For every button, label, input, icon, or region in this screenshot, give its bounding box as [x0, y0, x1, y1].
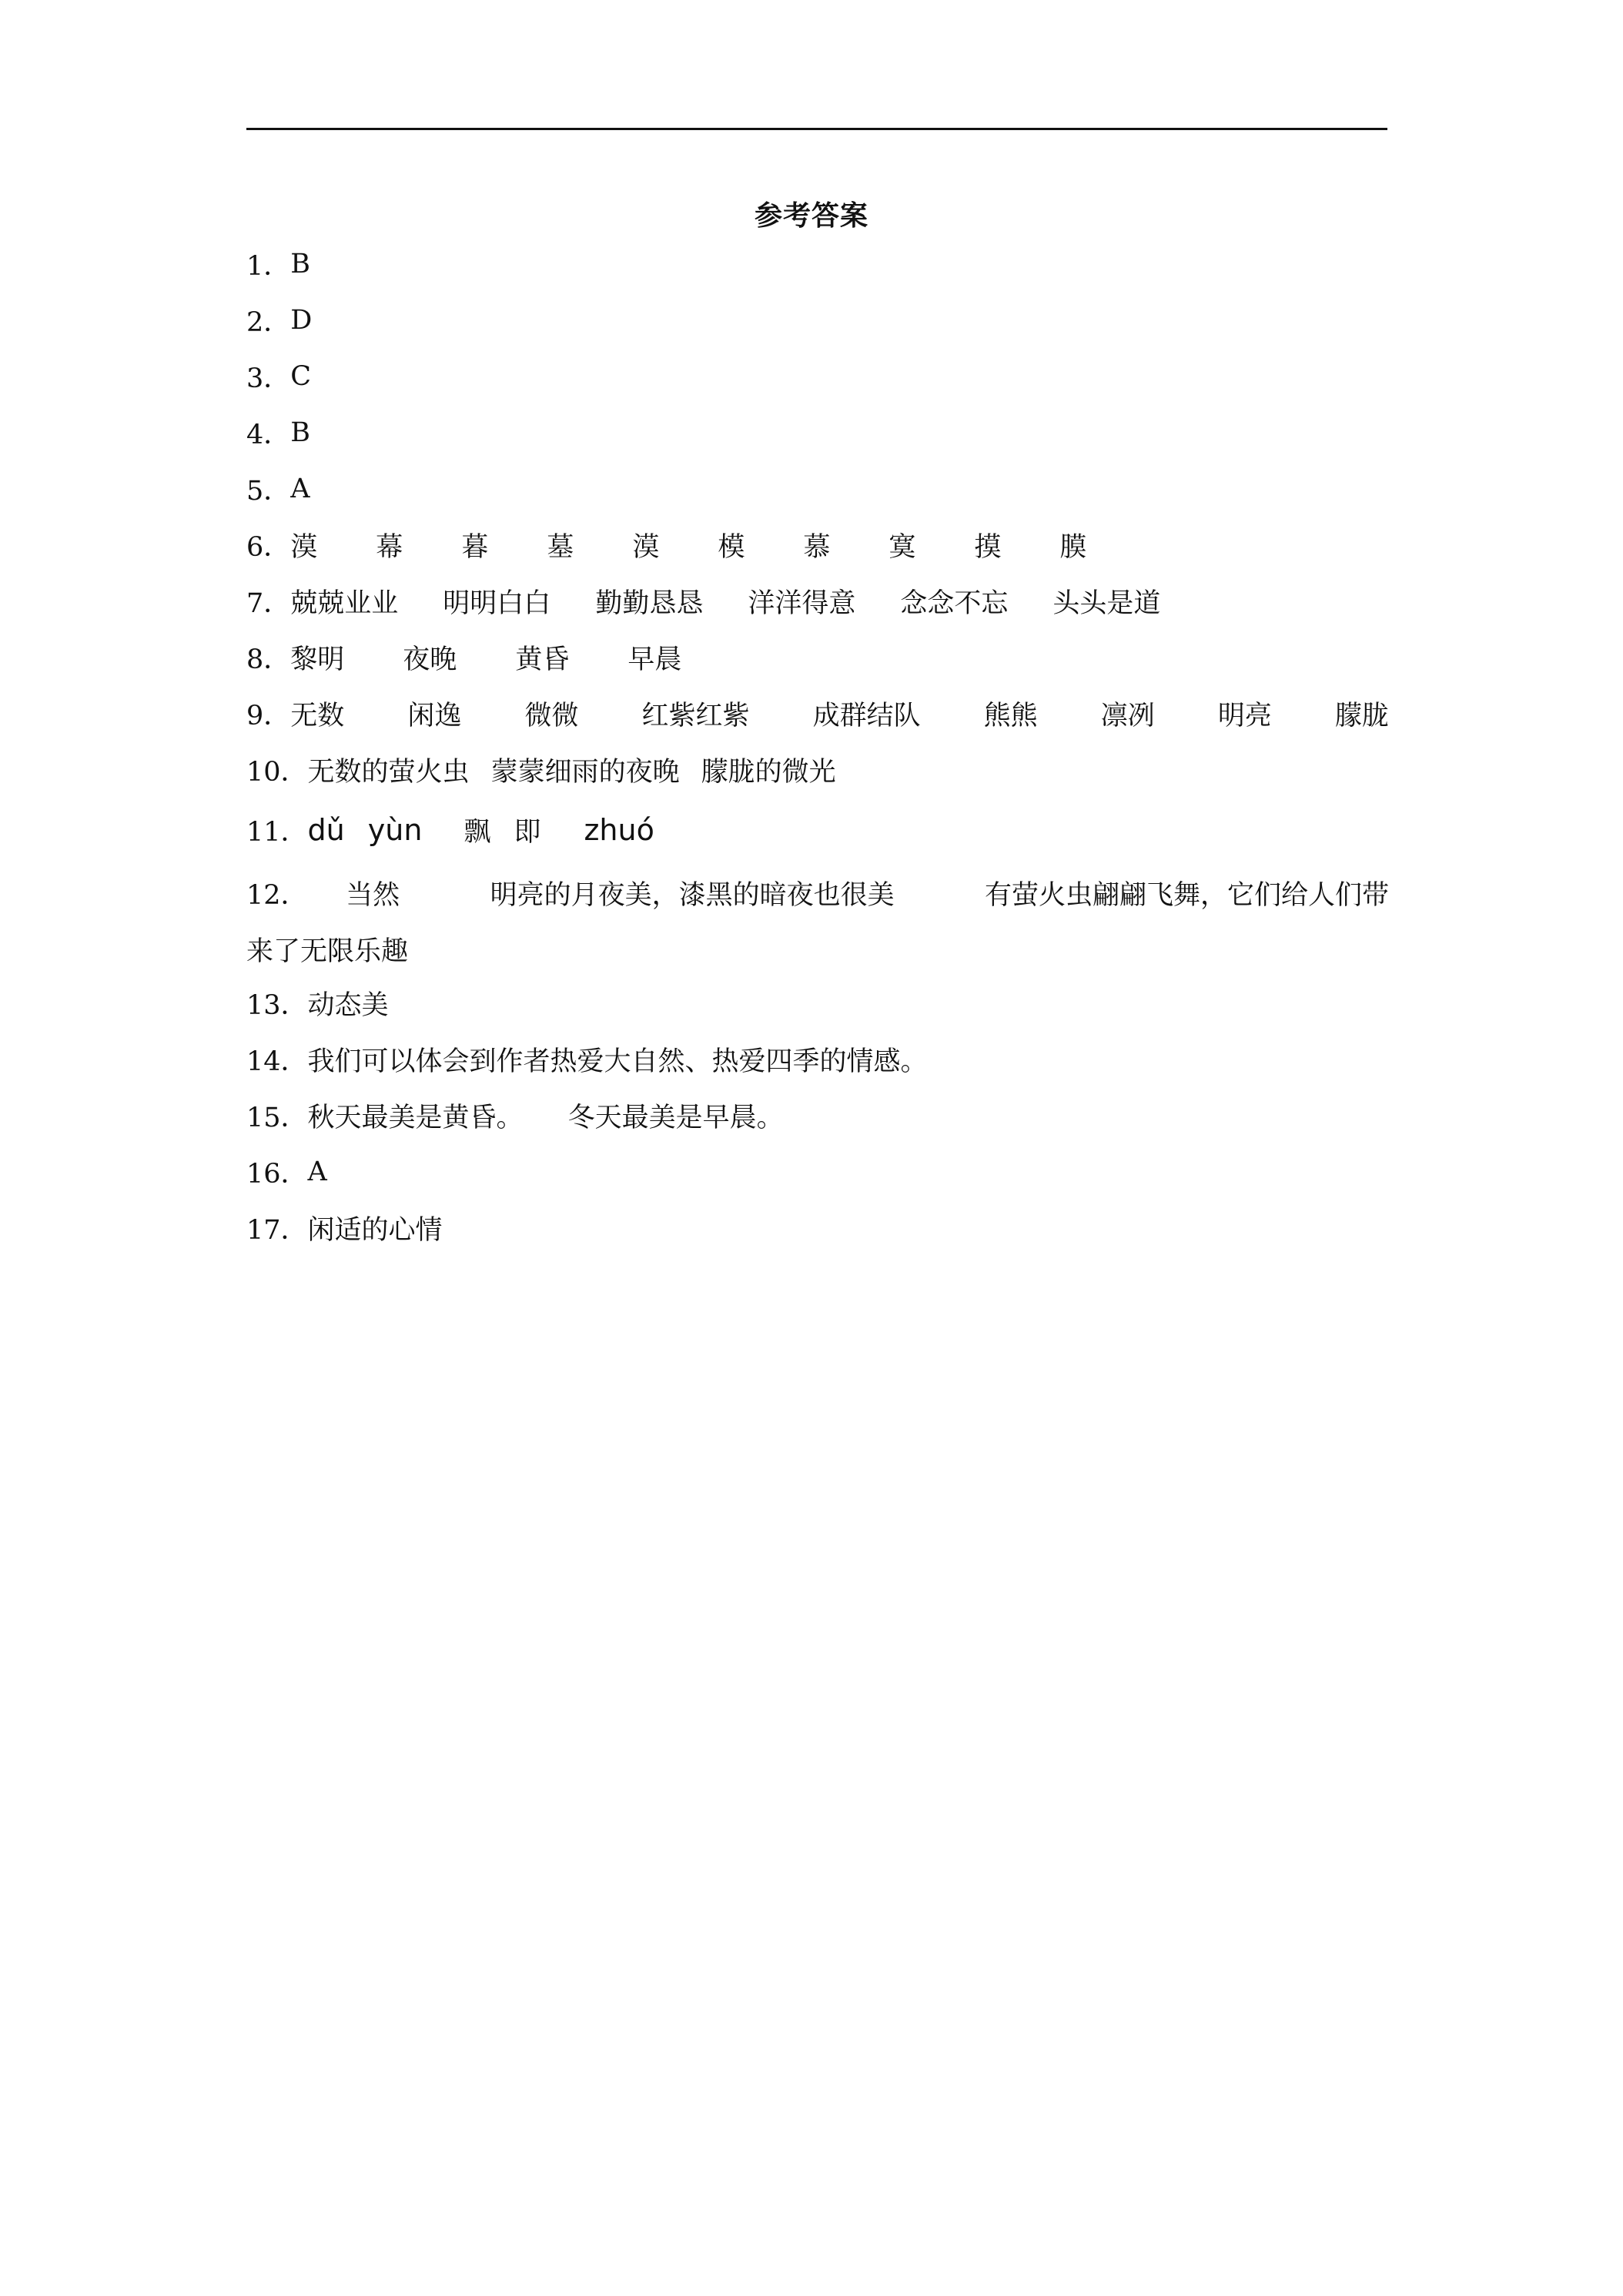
answer-word: 早晨 — [627, 644, 682, 675]
answer-number: 8． — [246, 644, 291, 675]
header-rule — [246, 128, 1387, 130]
answer-pinyin: dǔ — [307, 813, 345, 847]
answer-number: 7． — [246, 587, 291, 619]
answer-16 — [246, 1143, 1389, 1200]
answer-word: 夜晚 — [403, 644, 457, 675]
answer-text: A — [307, 1156, 327, 1187]
answer-13 — [246, 975, 1389, 1031]
answer-pinyin: yùn — [367, 813, 423, 847]
answer-word: 当然 — [346, 880, 400, 911]
answer-word: 兢兢业业 — [290, 587, 399, 619]
answer-text: B — [290, 248, 311, 279]
answer-7 — [246, 573, 1389, 629]
answer-word: 漠 — [632, 531, 660, 563]
answer-number: 5． — [246, 475, 291, 507]
answer-15 — [246, 1087, 1389, 1143]
answer-word: 头头是道 — [1052, 587, 1161, 619]
answer-word: 无数的萤火虫 — [307, 756, 470, 788]
answer-word: 勤勤恳恳 — [595, 587, 704, 619]
answer-word: 漠 — [290, 531, 318, 563]
answer-text: 动态美 — [307, 989, 389, 1021]
answer-14 — [246, 1031, 1389, 1087]
answer-9 — [246, 685, 1389, 741]
answer-word: 明亮的月夜美，漆黑的暗夜也很美 — [490, 880, 895, 911]
answer-word: 即 — [514, 817, 541, 848]
answer-word: 朦胧 — [1334, 700, 1389, 731]
answer-11 — [246, 798, 1389, 862]
answer-word: 红紫红紫 — [641, 700, 750, 731]
answer-number: 14． — [246, 1046, 308, 1077]
page-title: 参考答案 — [754, 199, 868, 232]
answer-text: B — [290, 417, 311, 448]
answer-17 — [246, 1200, 1389, 1256]
answer-text: A — [290, 473, 310, 504]
answer-continuation: 来了无限乐趣 — [246, 936, 409, 967]
answer-word: 成群结队 — [812, 700, 921, 731]
answer-word: 慕 — [803, 531, 831, 563]
answer-word: 模 — [718, 531, 745, 563]
answer-number: 4． — [246, 419, 291, 450]
answer-number: 12． — [246, 880, 308, 911]
answer-6 — [246, 517, 1389, 573]
answer-word: 墓 — [547, 531, 574, 563]
answer-word: 摸 — [974, 531, 1002, 563]
answer-number: 16． — [246, 1158, 308, 1190]
answer-number: 6． — [246, 531, 291, 563]
answer-word: 凛冽 — [1100, 700, 1155, 731]
answer-word: 朦胧的微光 — [701, 756, 836, 788]
answer-word: 明亮 — [1217, 700, 1272, 731]
answer-text: 秋天最美是黄昏。 — [307, 1102, 524, 1133]
answer-10 — [246, 741, 1389, 798]
answer-text: 冬天最美是早晨。 — [567, 1102, 784, 1133]
answer-text: 我们可以体会到作者热爱大自然、热爱四季的情感。 — [307, 1046, 928, 1077]
answer-word: 黄昏 — [515, 644, 570, 675]
answer-word: 幕 — [376, 531, 403, 563]
answer-word: 膜 — [1059, 531, 1087, 563]
answer-number: 9． — [246, 700, 291, 731]
answer-word: 黎明 — [290, 644, 345, 675]
answer-number: 13． — [246, 989, 308, 1021]
answer-word: 飘 — [463, 817, 491, 848]
answer-4 — [246, 404, 1389, 460]
answer-word: 熊熊 — [983, 700, 1038, 731]
answer-word: 暮 — [461, 531, 489, 563]
answer-number: 17． — [246, 1214, 308, 1246]
answer-word: 明明白白 — [443, 587, 551, 619]
answer-number: 2． — [246, 306, 291, 338]
answer-word: 闲逸 — [407, 700, 462, 731]
answer-word: 无数 — [290, 700, 345, 731]
answer-number: 15． — [246, 1102, 308, 1133]
answer-word: 念念不忘 — [900, 587, 1009, 619]
answer-3 — [246, 348, 1389, 404]
answer-word: 有萤火虫翩翩飞舞，它们给人们带 — [984, 880, 1389, 911]
answer-list — [246, 236, 1389, 1256]
answer-word: 蒙蒙细雨的夜晚 — [490, 756, 680, 788]
answer-text: 闲适的心情 — [307, 1214, 443, 1246]
answer-number: 11． — [246, 817, 308, 848]
answer-word: 洋洋得意 — [748, 587, 856, 619]
answer-number: 1． — [246, 250, 291, 282]
answer-text: C — [290, 360, 312, 392]
answer-text: D — [290, 304, 313, 336]
answer-1 — [246, 236, 1389, 292]
answer-5 — [246, 460, 1389, 517]
answer-word: 寞 — [888, 531, 916, 563]
answer-12 — [246, 862, 1389, 975]
answer-number: 10． — [246, 756, 308, 788]
answer-8 — [246, 629, 1389, 685]
answer-pinyin: zhuó — [584, 813, 654, 847]
answer-2 — [246, 292, 1389, 348]
answer-number: 3． — [246, 363, 291, 394]
answer-word: 微微 — [524, 700, 579, 731]
